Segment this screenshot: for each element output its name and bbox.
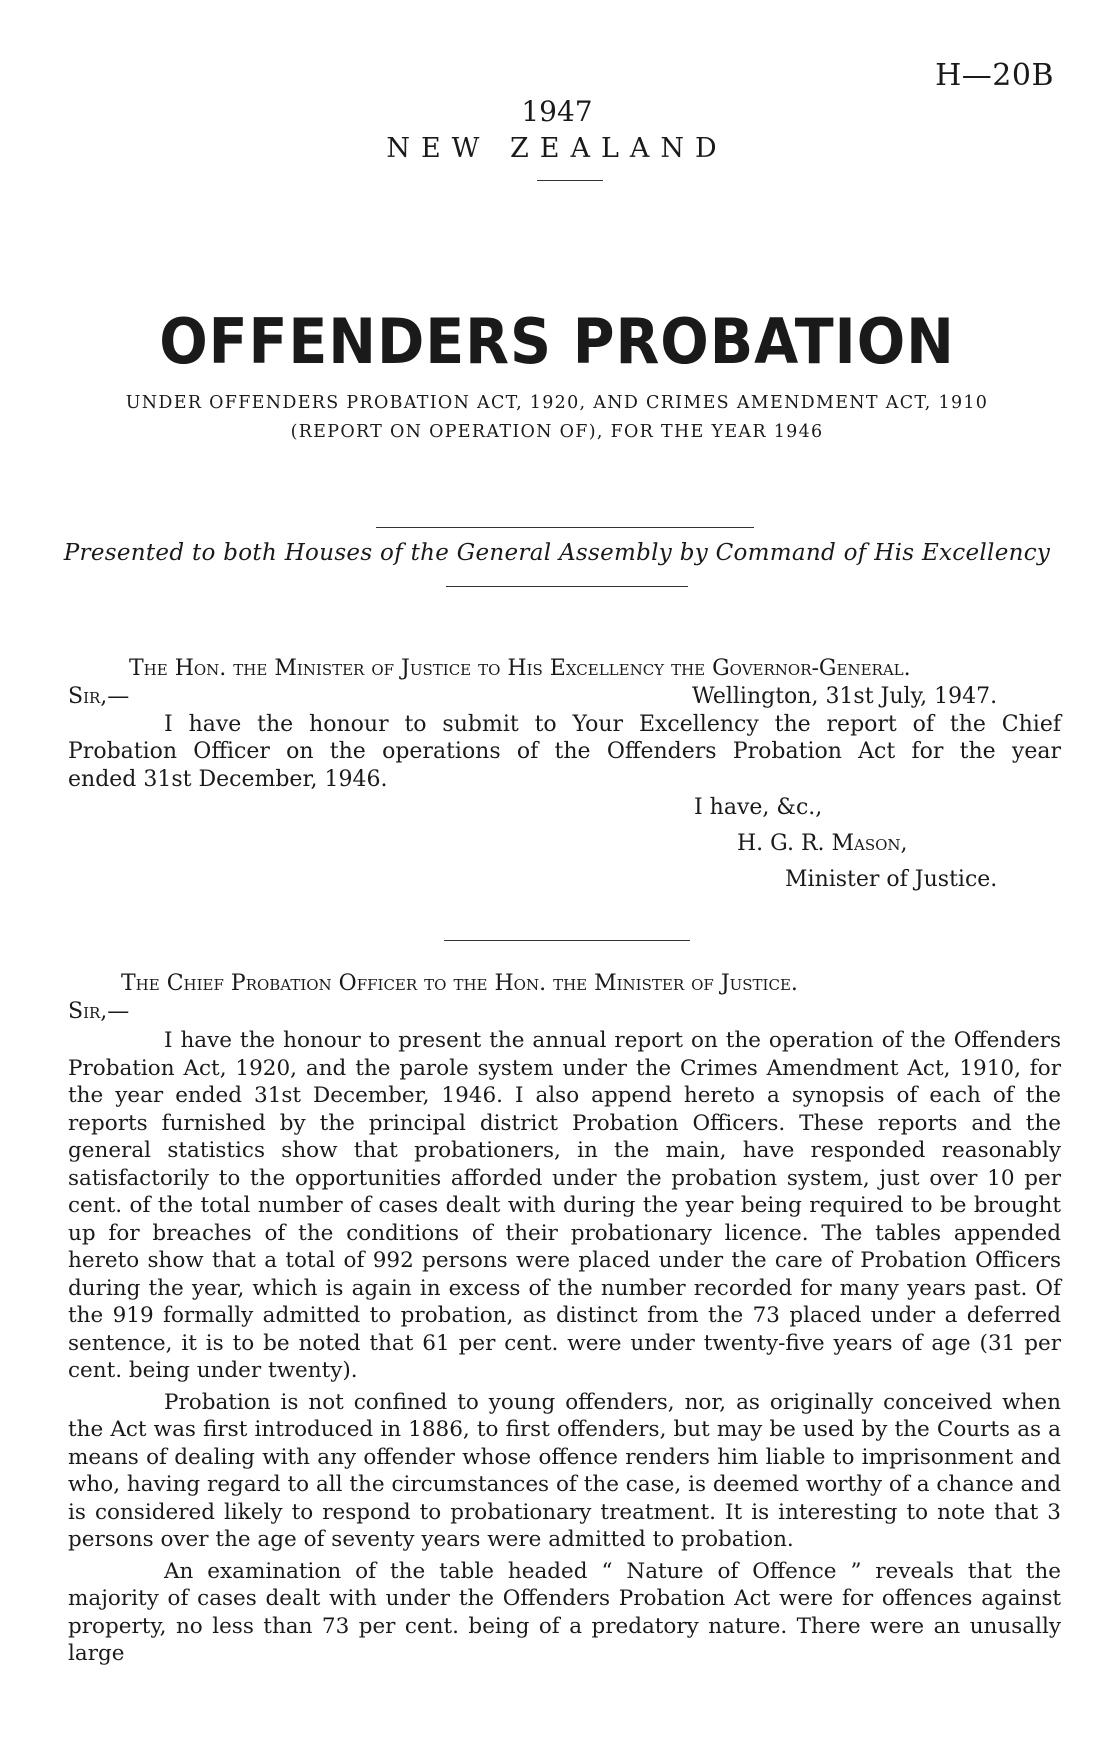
- letter1-place-date: Wellington, 31st July, 1947.: [692, 684, 998, 709]
- letter1-signatory: H. G. R. Mason,: [737, 831, 908, 856]
- divider: [537, 180, 603, 181]
- report-paragraph: I have the honour to present the annual report on the operation of the Offenders Probation Act, 1920, and the parole system under the Crimes Amendment Act, 1910, for the year ended 31st December, 1946. I also append hereto a synopsis of each of the reports furnished by the principal district Probation Officers. These reports and the general statistics show that probationers, in the main, have responded reasonably satisfactorily to the opportunities afforded under the probation system, just over 10 per cent. of the total number of cases dealt with during the year being required to be brought up for breaches of the conditions of their probationary licence. The tables appended hereto show that a total of 992 persons were placed under the care of Probation Officers during the year, which is again in excess of the number recorded for many years past. Of the 919 formally admitted to probation, as distinct from the 73 placed under a deferred sentence, it is to be noted that 61 per cent. were under twenty-five years of age (31 per cent. being under twenty).: [68, 1028, 1061, 1383]
- divider: [376, 527, 754, 528]
- letter1-salutation: Sir,—: [68, 684, 130, 709]
- publication-year: 1947: [521, 95, 593, 128]
- letter1-address: The Hon. the Minister of Justice to His Excellency the Governor-General.: [129, 656, 911, 681]
- report-body: [68, 1027, 1061, 1668]
- letter1-body-line-2: Probation Officer on the operations of the Offenders Probation Act for the year: [68, 739, 1061, 764]
- divider: [446, 586, 688, 587]
- letter1-role: Minister of Justice.: [785, 867, 998, 892]
- presented-note: Presented to both Houses of the General Assembly by Command of His Excellency: [63, 540, 1051, 566]
- letter2-address: The Chief Probation Officer to the Hon. the Minister of Justice.: [121, 971, 798, 996]
- letter1-body-line-3: ended 31st December, 1946.: [68, 767, 388, 792]
- report-paragraph: Probation is not confined to young offenders, nor, as originally conceived when the Act was first introduced in 1886, to first offenders, but may be used by the Courts as a means of dealing with any offender whose offence renders him liable to imprisonment and who, having regard to all the circumstances of the case, is deemed worthy of a chance and is considered likely to respond to probationary treatment. It is interesting to note that 3 persons over the age of seventy years were admitted to probation.: [68, 1389, 1061, 1552]
- report-paragraph: An examination of the table headed “ Nature of Offence ” reveals that the majority of cases dealt with under the Offenders Probation Act were for offences against property, no less than 73 per cent. being of a predatory nature. There were an unusally large: [68, 1558, 1061, 1666]
- letter1-body-line-1: I have the honour to submit to Your Excellency the report of the Chief: [164, 712, 1061, 737]
- subtitle-line-1: UNDER OFFENDERS PROBATION ACT, 1920, AND CRIMES AMENDMENT ACT, 1910: [125, 393, 989, 413]
- divider: [444, 940, 690, 941]
- subtitle-line-2: (REPORT ON OPERATION OF), FOR THE YEAR 1946: [290, 422, 824, 442]
- letter2-salutation: Sir,—: [68, 999, 130, 1024]
- country-heading: NEW ZEALAND: [386, 133, 728, 164]
- document-reference: H—20B: [935, 58, 1054, 93]
- letter1-closing: I have, &c.,: [694, 795, 823, 820]
- report-title: OFFENDERS PROBATION: [159, 305, 955, 378]
